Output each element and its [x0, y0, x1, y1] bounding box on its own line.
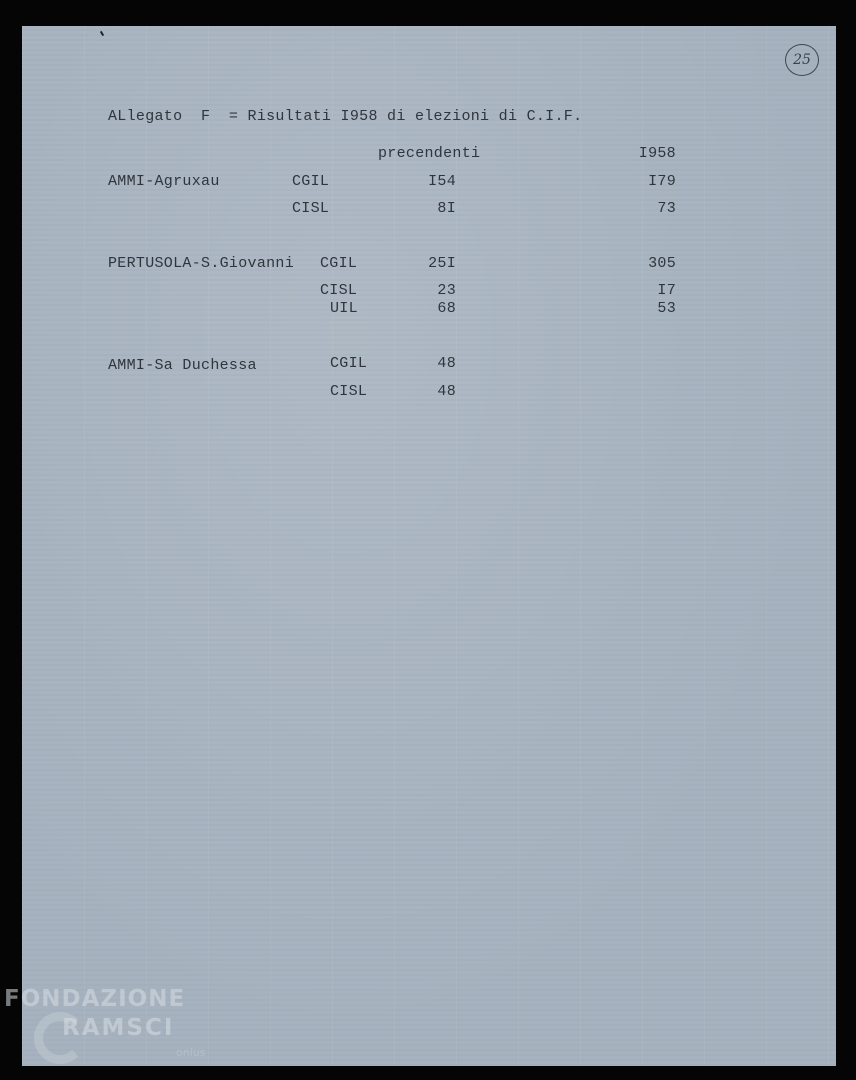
union-label: CGIL — [320, 255, 358, 272]
union-label: CGIL — [330, 355, 368, 372]
previous-value: 48 — [437, 355, 456, 372]
page-number: 25 — [785, 44, 819, 76]
previous-value: 48 — [437, 383, 456, 400]
union-label: CISL — [292, 200, 330, 217]
logo-line1: FONDAZIONE — [4, 986, 186, 1012]
union-label: CISL — [330, 383, 368, 400]
union-label: CISL — [320, 282, 358, 299]
logo-line3: onlus — [176, 1046, 206, 1059]
previous-value: 68 — [437, 300, 456, 317]
current-value: 53 — [657, 300, 676, 317]
site-name: PERTUSOLA-S.Giovanni — [108, 255, 295, 272]
current-value: I7 — [657, 282, 676, 299]
document-heading: ALlegato F = Risultati I958 di elezioni di C.I.F. — [108, 108, 583, 125]
previous-value: 8I — [437, 200, 456, 217]
column-header-year: I958 — [638, 145, 676, 162]
logo-line2: RAMSCI — [62, 1015, 175, 1041]
site-name: AMMI-Agruxau — [108, 173, 220, 190]
previous-value: I54 — [428, 173, 456, 190]
union-label: CGIL — [292, 173, 330, 190]
previous-value: 23 — [437, 282, 456, 299]
current-value: 73 — [657, 200, 676, 217]
site-name: AMMI-Sa Duchessa — [108, 357, 257, 374]
column-header-previous: precendenti — [378, 145, 481, 162]
previous-value: 25I — [428, 255, 456, 272]
union-label: UIL — [330, 300, 358, 317]
current-value: I79 — [648, 173, 676, 190]
current-value: 305 — [648, 255, 676, 272]
fondazione-gramsci-logo — [4, 986, 214, 1076]
